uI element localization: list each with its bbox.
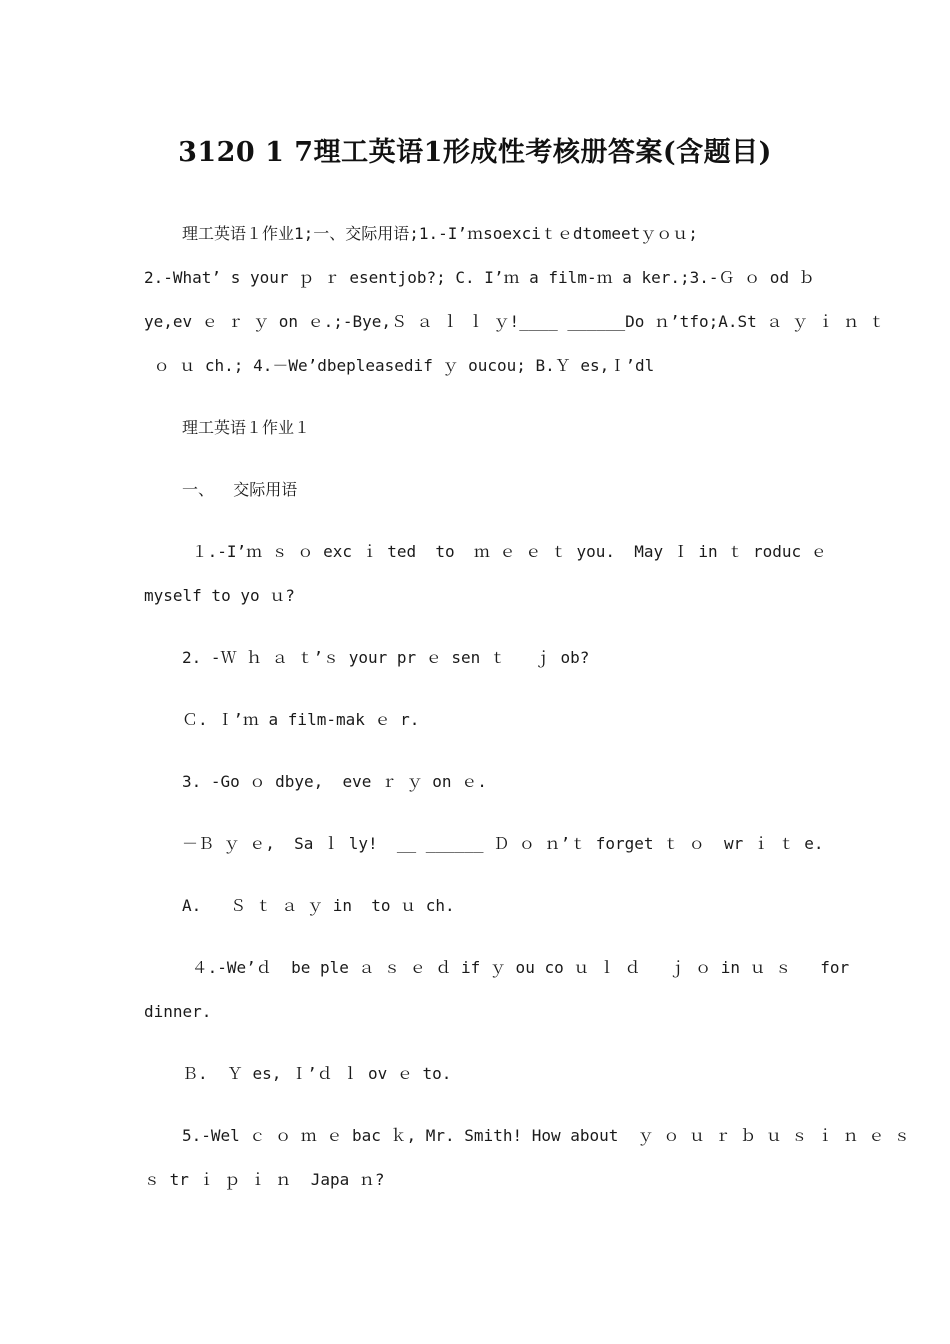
section-heading: 一、 交际用语 [182,480,298,499]
summary-line-4: ｏ ｕ ch.; 4.－We’dbepleasedif ｙ oucou; B.Ｙ es,Ｉ’dl [144,356,655,375]
summary-line-2: 2.-What’ s your ｐ ｒ esentjob?; C. I’ｍ a film-ｍ a ker.;3.-Ｇ ｏ od ｂ [144,268,815,287]
summary-line-1: 理工英语１作业1;一、交际用语;1.-I’ｍsoexciｔｅdtomeetｙｏｕ; [182,224,698,243]
question-2: 2. -Ｗ ｈ ａ ｔ’ｓ your pr ｅ sen ｔ ｊ ob? [182,648,590,667]
question-4-line-2: dinner. [144,1002,212,1021]
assignment-heading: 理工英语１作业１ [182,418,311,437]
answer-3: A. Ｓ ｔ ａ ｙ in to ｕ ch. [182,896,455,915]
question-1-line-2: myself to yo ｕ? [144,586,295,605]
answer-2: Ｃ. Ｉ’ｍ a film-mak ｅ r. [182,710,420,729]
document-title: 3120 1 7理工英语1形成性考核册答案(含题目) [178,137,772,168]
question-3: 3. -Go ｏ dbye, eve ｒ ｙ on ｅ. [182,772,487,791]
question-4-line-1: ４.-We’ｄ be ple ａ ｓ ｅ ｄ if ｙ ou co ｕ ｌ ｄ ｊ ｏ in ｕ ｓ for [182,958,850,977]
question-3-reply: －Ｂ ｙ ｅ, Sa ｌ ly! __ ______ Ｄ ｏ ｎ’ｔ forget ｔ ｏ wr ｉ ｔ e. [182,834,824,853]
answer-4: Ｂ. Ｙ es, Ｉ’ｄ ｌ ov ｅ to. [182,1064,452,1083]
question-1-line-1: １.-I’ｍ ｓ ｏ exc ｉ ted to ｍ ｅ ｅ ｔ you. May Ｉ in ｔ roduc ｅ [182,542,827,561]
summary-line-3: ye,ev ｅ ｒ ｙ on ｅ.;-Bye,Ｓ ａ ｌ ｌ ｙ!____ ______Do ｎ’tfo;A.St ａ ｙ ｉ ｎ ｔ [144,312,885,331]
question-5-line-1: 5.-Wel ｃ ｏ ｍ ｅ bac ｋ, Mr. Smith! How about ｙ ｏ ｕ ｒ ｂ ｕ ｓ ｉ ｎ ｅ ｓ [182,1126,911,1145]
question-5-line-2: ｓ tr ｉ ｐ ｉ ｎ Japa ｎ? [144,1170,385,1189]
